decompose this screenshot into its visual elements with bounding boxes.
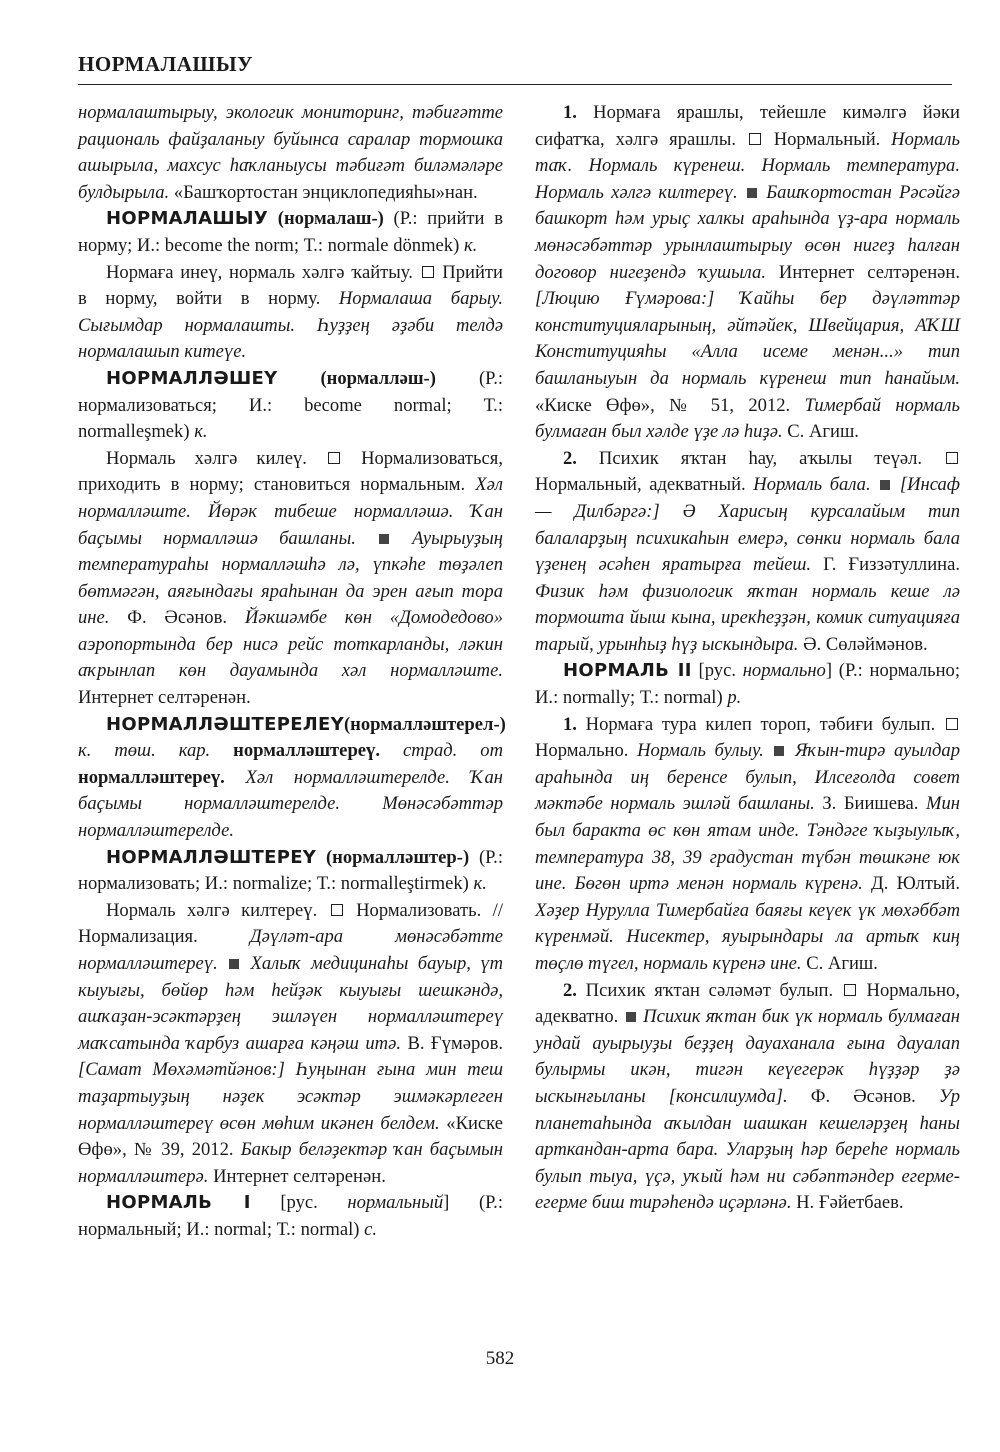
- text-run: Ф. Әсәнов.: [787, 1085, 939, 1107]
- italic-text: Башҡортостан Рәсәйгә башкорт һәм урыҫ халкы араһында үҙ-ара нормаль мөнәсәбәттәр урынлаштырыу өсөн нигеҙ һалған договор нигеҙендә ҡушыла.: [535, 181, 960, 283]
- italic-text: Тимербай нормаль булмаған был хәлде үҙе лә һиҙә.: [535, 394, 960, 443]
- entry-paragraph: [78, 446, 503, 712]
- filled-square-icon: [229, 959, 239, 969]
- italic-text: Физик һәм физиологик яҡтан нормаль кеше лә тормошта йыш кына, ирекһеҙҙән, комик ситуацияға тарый, урынһыҙ һүҙ ыскындыра.: [535, 580, 960, 655]
- text-run: Психик яҡтан һау, аҡылы теүәл.: [576, 447, 944, 469]
- entry-paragraph: [78, 1190, 503, 1243]
- headword: НОРМАЛЛӘШТЕРЕЛЕҮ: [106, 713, 344, 735]
- bold-text: (нормалаш-): [268, 208, 384, 230]
- text-run: Г. Ғиззәтуллина.: [811, 554, 960, 576]
- text-run: [рус.: [250, 1192, 348, 1214]
- text-run: Нормализоваться, приходить в норму; становиться нормальным.: [78, 447, 503, 496]
- italic-text: к.: [463, 234, 478, 256]
- running-header: НОРМАЛАШЫУ: [78, 52, 253, 76]
- open-square-icon: [946, 452, 958, 464]
- bold-text: нормалләштереү.: [78, 766, 225, 788]
- text-run: [225, 767, 246, 788]
- text-run: (Р.: прийти в норму; И.: become the norm; Т.: normale dönmek): [78, 208, 503, 256]
- text-run: Нормаға инеү, нормаль хәлгә ҡайтыу.: [106, 261, 420, 283]
- text-run: [356, 528, 377, 549]
- italic-text: Халыҡ медицинаһы бауыр, үт кыуығы, бөйөр һәм һейҙәк кыуығы шешкәндә, ашҡаҙан-эсәктәрҙең эшләүен нормалләштереү маҡсатында ҡарбуз ашарға кәңәш итә.: [78, 953, 504, 1054]
- text-run: [871, 474, 879, 495]
- entry-paragraph: [78, 712, 506, 845]
- open-square-icon: [749, 133, 761, 145]
- entry-paragraph: [78, 100, 503, 206]
- text-run: С. Агиш.: [801, 953, 878, 974]
- entry-paragraph: [78, 260, 503, 366]
- headword: НОРМАЛЛӘШТЕРЕҮ: [106, 846, 317, 868]
- italic-text: [Самат Мөхәмәтйәнов:] Һуңынан ғына мин теш таҙартыуҙың нәҙек эсәктәр эшмәкәрлеген нормалләштереү өсөн мөһим икәнен белдем.: [78, 1059, 503, 1134]
- italic-text: к.: [194, 421, 208, 443]
- text-run: Интернет селтәренән.: [208, 1165, 386, 1187]
- left-column: [78, 100, 506, 1244]
- text-run: [738, 182, 745, 203]
- text-run: [210, 740, 233, 761]
- italic-text: Хәл нормалләштерелде. Ҡан баҫымы нормалләштерелде. Мөнәсәбәттәр нормалләштерелде.: [78, 766, 503, 842]
- italic-text: Нормалаша барыу. Сығымдар нормалашты. Һуҙҙең әҙәби телдә нормалашып китеүе.: [78, 288, 503, 363]
- text-run: [380, 740, 403, 761]
- italic-text: с.: [364, 1218, 378, 1240]
- italic-text: Ур планетаһында аҡылдан шашкан кешеләрҙең һаны арткандан-арта бара. Уларҙың һәр береһе нормаль булып тыуа, үҫә, уҡый һәм ни сәбәптәндер егерме-егерме биш тирәһендә иҫәрләнә.: [535, 1085, 960, 1214]
- text-run: Нормальный.: [762, 128, 892, 150]
- text-run: Ә. Сөләймәнов.: [798, 633, 928, 655]
- italic-text: страд. от: [402, 740, 503, 762]
- entry-paragraph: [78, 366, 503, 446]
- open-square-icon: [328, 452, 340, 464]
- open-square-icon: [422, 266, 434, 278]
- text-run: З. Биишева.: [814, 793, 926, 815]
- text-run: «Башҡортостан энциклопедияһы»нан.: [169, 181, 478, 203]
- text-run: С. Агиш.: [782, 421, 859, 443]
- open-square-icon: [844, 984, 856, 996]
- text-run: [рус.: [691, 660, 743, 682]
- italic-text: к. төш. кар.: [78, 740, 211, 762]
- text-run: [892, 474, 900, 495]
- entry-paragraph: [535, 446, 960, 659]
- italic-text: Хәл нормалләште. Йөрәк тибеше нормалләшә. Ҡан баҫымы нормалләшә башланы.: [78, 474, 503, 549]
- text-run: Нормаға ярашлы, тейешле кимәлгә йәки сифатҡа, хәлгә ярашлы.: [535, 102, 960, 150]
- italic-text: нормальный: [347, 1192, 444, 1214]
- text-run: Нормально.: [535, 740, 638, 762]
- italic-text: Нормаль булыу.: [637, 740, 764, 762]
- headword: НОРМАЛЬ I: [106, 1192, 251, 1214]
- right-column: [535, 100, 960, 1217]
- italic-text: Психик яҡтан бик үк нормаль булмаған ундай ауырыуҙы беҙҙең дауаханала ғына дауалап булырмы икән, тигән кеүегерәк һүҙҙәр ҙә ыскынғыланы [консилиумда].: [535, 1006, 960, 1107]
- text-run: Интернет селтәренән.: [78, 687, 251, 709]
- text-run: (Р.: нормализовать; И.: normalize; Т.: normalleştirmek): [78, 846, 503, 895]
- italic-text: Нормаль таҡ. Нормаль күренеш. Нормаль температура. Нормаль хәлгә килтереү.: [535, 128, 960, 203]
- italic-text: [Люцию Ғүмәрова:] Ҡайһы бер дәүләттәр конституцияларының, әйтәйек, Швейцария, АҠШ Конституцияһы «Алла исеме менән...» тип башланыуын да нормаль күренеш тип һанайым.: [535, 288, 960, 389]
- filled-square-icon: [379, 534, 389, 544]
- entry-paragraph: [535, 100, 960, 446]
- text-run: Прийти в норму, войти в норму.: [78, 261, 504, 310]
- text-run: Нормально, адекватно.: [535, 979, 960, 1028]
- text-run: [391, 528, 412, 549]
- text-run: Нормаль хәлгә килеү.: [106, 447, 326, 469]
- text-run: Нормальный, адекватный.: [535, 474, 754, 496]
- open-square-icon: [331, 904, 343, 916]
- text-run: Нормализовать. // Нормализация.: [78, 899, 503, 948]
- text-run: Психик яҡтан сәләмәт булып.: [576, 979, 842, 1001]
- italic-text: к.: [473, 873, 487, 895]
- italic-text: Яҡын-тирә ауылдар араһында иң беренсе булып, Илсеғолда совет мәктәбе нормаль эшләй башланы.: [535, 740, 960, 815]
- italic-text: [Инсаф — Дилбәргә:] Ә Харисың курсалайым тип балаларҙың психикаһын емерә, сөнки нормаль бала үҙенең әсәһен яратырға тейеш.: [535, 474, 961, 576]
- entry-paragraph: [78, 845, 503, 898]
- text-run: ] (Р.: нормальный; И.: normal; Т.: normal): [78, 1192, 503, 1240]
- filled-square-icon: [747, 188, 757, 198]
- entry-paragraph: [78, 206, 503, 259]
- entry-paragraph: [535, 712, 960, 978]
- text-run: [218, 953, 227, 974]
- header-rule: [78, 84, 952, 85]
- bold-text: 1.: [563, 713, 577, 735]
- bold-text: (нормалләштер-): [316, 846, 470, 868]
- headword: НОРМАЛЬ II: [563, 660, 692, 682]
- bold-text: 2.: [563, 979, 577, 1001]
- italic-text: Бакыр беләҙектәр ҡан баҫымын нормалләштерә.: [78, 1139, 503, 1187]
- text-run: Интернет селтәренән.: [765, 261, 960, 283]
- text-run: [786, 740, 795, 761]
- text-run: ] (Р.: нормально; И.: normally; Т.: normal): [535, 660, 960, 709]
- filled-square-icon: [626, 1012, 636, 1022]
- text-run: В. Ғүмәров.: [401, 1032, 503, 1054]
- text-run: Н. Ғәйетбаев.: [791, 1192, 904, 1214]
- text-run: (Р.: нормализоваться; И.: become normal; Т.: normalleşmek): [78, 367, 504, 443]
- headword: НОРМАЛАШЫУ: [106, 208, 269, 230]
- entry-paragraph: [78, 898, 503, 1191]
- bold-text: (нормалләштерел-): [343, 713, 506, 735]
- bold-text: 1.: [563, 102, 577, 123]
- italic-text: Дәүләт-ара мөнәсәбәтте нормалләштереү.: [78, 926, 503, 974]
- italic-text: Ауырыуҙың температураһы нормалләшһә лә, үпкәһе төҙәлеп бөтмәгән, аяғындағы яраһынан да эрен ағып тора ине.: [78, 527, 503, 629]
- italic-text: Нормаль бала.: [753, 474, 871, 496]
- bold-text: 2.: [563, 447, 577, 469]
- italic-text: Хәҙер Нурулла Тимербайға баяғы кеүек үк мөхәббәт күренмәй. Нисектер, яуырындары ла артыҡ киң төҫлө түгел, нормаль күренә ине.: [535, 899, 960, 974]
- italic-text: нормалаштырыу, экологик мониторинг, тәбиғәтте рациональ файҙаланыу буйынса саралар тормошка ашырыла, махсус һаҡланыусы тәбиғәт биләмәләре булдырыла.: [78, 102, 503, 203]
- text-run: «Киске Өфө», № 51, 2012.: [535, 394, 805, 416]
- bold-text: нормалләштереү.: [233, 740, 380, 762]
- headword: НОРМАЛЛӘШЕҮ: [106, 367, 278, 389]
- filled-square-icon: [774, 746, 784, 756]
- text-run: Нормаль хәлгә килтереү.: [106, 899, 329, 921]
- text-run: [764, 740, 773, 761]
- italic-text: нормально: [742, 660, 826, 682]
- italic-text: Йәкшәмбе көн «Домодедово» аэропортында бер нисә рейс тоткарланды, ләкин аҡрынлап көн дауамында хәл нормалләште.: [78, 607, 503, 682]
- entry-paragraph: [535, 978, 960, 1217]
- italic-text: Мин был баракта өс көн ятам инде. Тәндәге ҡыҙыулыҡ, температура 38, 39 градустан түбән төшкәне юк ине. Бөгөн иртә менән нормаль күренә.: [535, 793, 960, 895]
- entry-paragraph: [535, 658, 960, 711]
- text-run: «Киске Өфө», № 39, 2012.: [78, 1112, 504, 1161]
- bold-text: (нормалләш-): [277, 367, 436, 389]
- open-square-icon: [946, 718, 958, 730]
- text-run: Нормаға тура килеп тороп, тәбиғи булып.: [576, 713, 944, 735]
- filled-square-icon: [880, 480, 890, 490]
- text-run: Ф. Әсәнов.: [109, 607, 245, 629]
- italic-text: р.: [727, 687, 742, 709]
- text-run: Д. Юлтый.: [862, 873, 960, 895]
- page-number: 582: [485, 1348, 515, 1369]
